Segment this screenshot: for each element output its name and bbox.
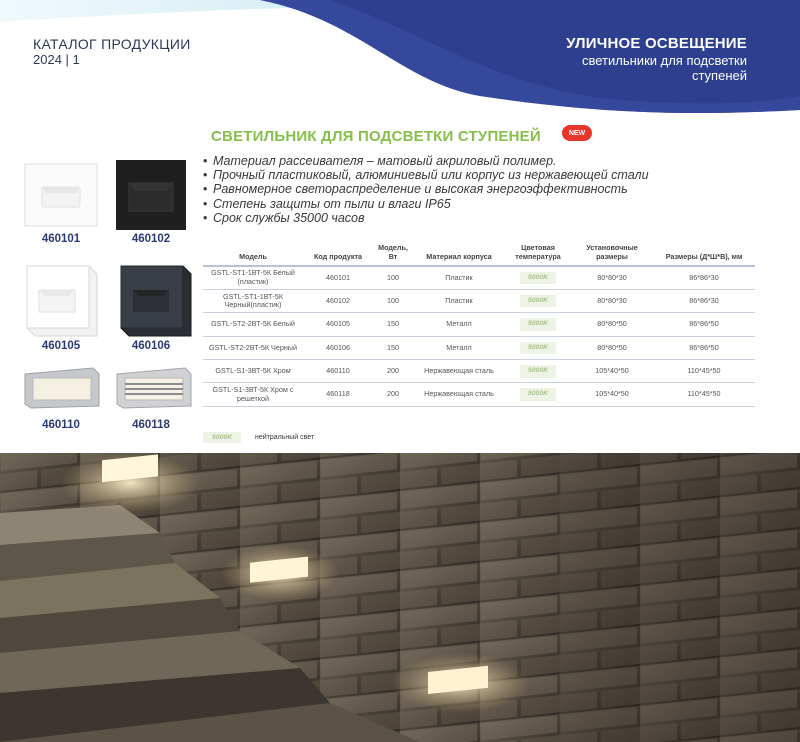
product-image-460102: [110, 154, 192, 236]
column-header: Модель, Вт: [373, 242, 413, 266]
model-cell: GSTL-ST2-2ВТ-5К Белый: [203, 313, 303, 336]
install-size-cell: 80*80*50: [571, 313, 653, 336]
product-image-460101: [20, 154, 102, 236]
feature-item: • Степень защиты от пыли и влаги IP65: [203, 196, 451, 211]
feature-item: • Материал рассеивателя – матовый акриловый полимер.: [203, 154, 557, 168]
color-temp-badge: 5000K: [520, 295, 556, 308]
install-size-cell: 105*40*50: [571, 360, 653, 383]
column-header: Размеры (Д*Ш*В), мм: [653, 242, 755, 266]
dimensions-cell: 86*86*50: [653, 313, 755, 336]
power-cell: 150: [373, 336, 413, 359]
section-subtitle: светильники для подсветки ступеней: [582, 53, 747, 83]
color-temp-cell: [505, 360, 571, 383]
dimensions-cell: 110*45*50: [653, 383, 755, 406]
feature-item: • Прочный пластиковый, алюминиевый или корпус из нержавеющей стали: [203, 168, 649, 183]
color-temp-badge: 5000K: [520, 318, 556, 331]
material-cell: Нержавеющая сталь: [413, 383, 505, 406]
feature-item: • Срок службы 35000 часов: [203, 210, 365, 225]
install-size-cell: 80*80*30: [571, 289, 653, 312]
legend-text: нейтральный свет: [255, 434, 315, 441]
legend-color-temp-badge: 5000K: [203, 432, 241, 443]
model-cell: GSTL-ST1-1ВТ-5К Белый (пластик): [203, 266, 303, 289]
power-cell: 150: [373, 313, 413, 336]
column-header: Материал корпуса: [413, 242, 505, 266]
table-row: [203, 383, 755, 406]
product-code-label: 460101: [41, 233, 81, 245]
table-row: [203, 360, 755, 383]
stairs-lighting-photo: [0, 453, 800, 742]
color-temp-badge: 5000K: [520, 272, 556, 285]
product-code-label: 460106: [131, 340, 171, 352]
feature-list: [203, 154, 649, 225]
install-size-cell: 105*40*50: [571, 383, 653, 406]
dimensions-cell: 86*86*50: [653, 336, 755, 359]
color-temp-cell: [505, 289, 571, 312]
material-cell: Пластик: [413, 289, 505, 312]
color-temp-badge: 5000K: [520, 388, 556, 401]
color-temp-cell: [505, 266, 571, 289]
product-code-label: 460118: [132, 419, 170, 431]
color-temp-cell: [505, 383, 571, 406]
product-code-label: 460105: [41, 340, 81, 352]
column-header: Установочные размеры: [571, 242, 653, 266]
product-code-label: 460110: [42, 419, 80, 431]
material-cell: Пластик: [413, 266, 505, 289]
table-row: [203, 313, 755, 336]
feature-item: • Равномерное светораспределение и высокая энергоэффективность: [203, 182, 628, 197]
dimensions-cell: 86*86*30: [653, 289, 755, 312]
table-row: [203, 266, 755, 289]
column-header: Модель: [203, 242, 303, 266]
product-image-460106: [112, 258, 194, 340]
color-temp-badge: 5000K: [520, 365, 556, 378]
model-cell: GSTL-ST1-1ВТ-5К Черный(пластик): [203, 289, 303, 312]
color-temp-badge: 5000K: [520, 342, 556, 355]
material-cell: Нержавеющая сталь: [413, 360, 505, 383]
dimensions-cell: 86*86*30: [653, 266, 755, 289]
install-size-cell: 80*80*30: [571, 266, 653, 289]
model-cell: GSTL-ST2-2ВТ-5К Черный: [203, 336, 303, 359]
table-row: [203, 336, 755, 359]
model-cell: GSTL-S1-3ВТ-5К Хром с решеткой: [203, 383, 303, 406]
product-title: СВЕТИЛЬНИК ДЛЯ ПОДСВЕТКИ СТУПЕНЕЙ: [211, 128, 541, 145]
power-cell: 200: [373, 383, 413, 406]
code-cell: 460102: [303, 289, 373, 312]
product-code-label: 460102: [131, 233, 171, 245]
product-image-460118: [112, 362, 194, 414]
color-temp-cell: [505, 313, 571, 336]
dimensions-cell: 110*45*50: [653, 360, 755, 383]
column-header: Код продукта: [303, 242, 373, 266]
product-image-460110: [20, 362, 102, 414]
catalog-year: 2024 | 1: [33, 52, 80, 67]
code-cell: 460101: [303, 266, 373, 289]
spec-table: [203, 242, 755, 407]
column-header: Цветовая температура: [505, 242, 571, 266]
model-cell: GSTL-S1-3ВТ-5К Хром: [203, 360, 303, 383]
new-badge: NEW: [562, 125, 592, 141]
code-cell: 460106: [303, 336, 373, 359]
code-cell: 460105: [303, 313, 373, 336]
table-header-row: [203, 242, 755, 266]
install-size-cell: 80*80*50: [571, 336, 653, 359]
section-title: УЛИЧНОЕ ОСВЕЩЕНИЕ: [566, 35, 747, 52]
material-cell: Металл: [413, 336, 505, 359]
table-row: [203, 289, 755, 312]
catalog-title: КАТАЛОГ ПРОДУКЦИИ: [33, 36, 191, 52]
product-image-460105: [18, 258, 100, 340]
color-temp-cell: [505, 336, 571, 359]
code-cell: 460118: [303, 383, 373, 406]
material-cell: Металл: [413, 313, 505, 336]
power-cell: 200: [373, 360, 413, 383]
code-cell: 460110: [303, 360, 373, 383]
power-cell: 100: [373, 289, 413, 312]
power-cell: 100: [373, 266, 413, 289]
